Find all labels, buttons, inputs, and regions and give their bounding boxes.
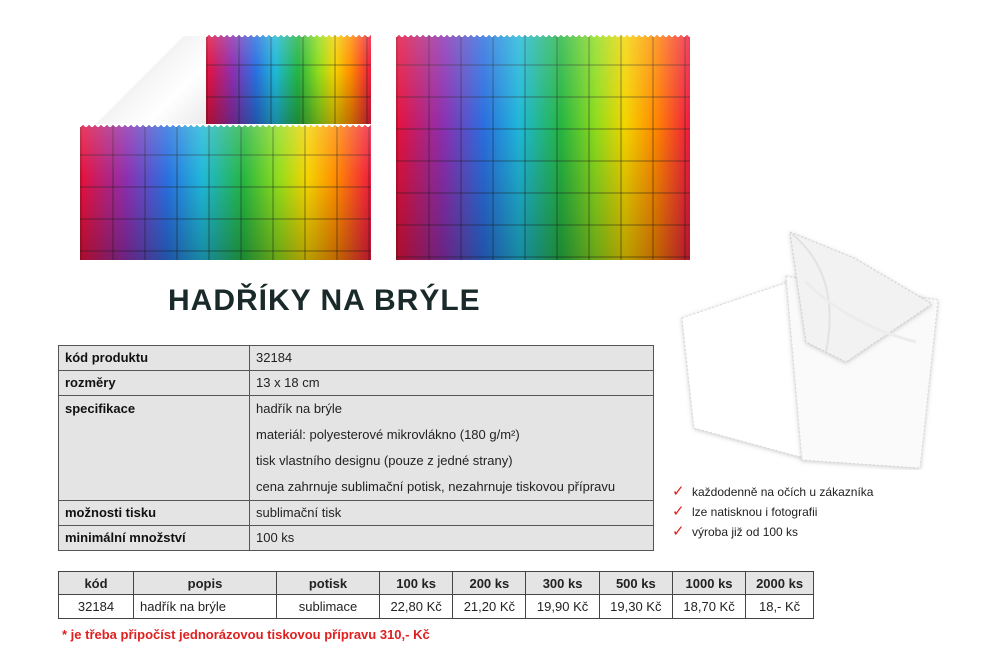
product-code-value: 32184 [250,346,654,371]
table-cell: 19,90 Kč [526,595,599,619]
table-cell: hadřík na brýle [134,595,277,619]
spec-row-print [59,501,654,526]
spec-label: specifikace [59,396,250,501]
table-row [59,595,814,619]
spec-label: minimální množství [59,526,250,551]
benefit-text: každodenně na očích u zákazníka [692,485,874,499]
column-header: 500 ks [599,572,672,595]
check-icon: ✓ [672,523,685,540]
table-header-row [59,572,814,595]
table-cell: 19,30 Kč [599,595,672,619]
table-cell: sublimace [277,595,380,619]
spec-row-size [59,371,654,396]
benefits-list [672,482,873,542]
column-header: 300 ks [526,572,599,595]
spec-row-minimum [59,526,654,551]
column-header: kód [59,572,134,595]
footnote: * je třeba připočíst jednorázovou tiskovou přípravu 310,- Kč [62,627,430,642]
table-cell: 18,70 Kč [672,595,745,619]
check-icon: ✓ [672,483,685,500]
benefit-text: lze natisknou i fotografii [692,505,818,519]
cloth-image-flat [396,34,690,260]
list-item [672,502,873,522]
spec-row-code [59,346,654,371]
spec-line: materiál: polyesterové mikrovlákno (180 g/m²) [256,427,520,442]
check-icon: ✓ [672,503,685,520]
column-header: 100 ks [380,572,453,595]
spec-line: tisk vlastního designu (pouze z jedné strany) [256,453,513,468]
price-table [58,571,814,619]
column-header: 200 ks [453,572,526,595]
table-cell: 21,20 Kč [453,595,526,619]
table-cell: 18,- Kč [746,595,814,619]
table-cell: 22,80 Kč [380,595,453,619]
benefit-text: výroba již od 100 ks [692,525,799,539]
print-value: sublimační tisk [250,501,654,526]
column-header: 1000 ks [672,572,745,595]
spec-line: hadřík na brýle [256,401,342,416]
spec-label: rozměry [59,371,250,396]
spec-label: možnosti tisku [59,501,250,526]
minimum-quantity-value: 100 ks [250,526,654,551]
white-cloth-image [676,222,946,470]
specification-lines [250,396,654,501]
column-header: 2000 ks [746,572,814,595]
spec-row-specification [59,396,654,501]
cloth-folded-corner-image [88,36,208,126]
spec-table [58,345,654,551]
column-header: popis [134,572,277,595]
cloth-image-folded-top [206,34,371,126]
table-cell: 32184 [59,595,134,619]
cloth-image-folded [80,124,371,260]
size-value: 13 x 18 cm [250,371,654,396]
list-item [672,482,873,502]
spec-line: cena zahrnuje sublimační potisk, nezahrnuje tiskovou přípravu [256,479,616,494]
page-title: HADŘÍKY NA BRÝLE [168,284,481,317]
column-header: potisk [277,572,380,595]
spec-label: kód produktu [59,346,250,371]
list-item [672,522,873,542]
